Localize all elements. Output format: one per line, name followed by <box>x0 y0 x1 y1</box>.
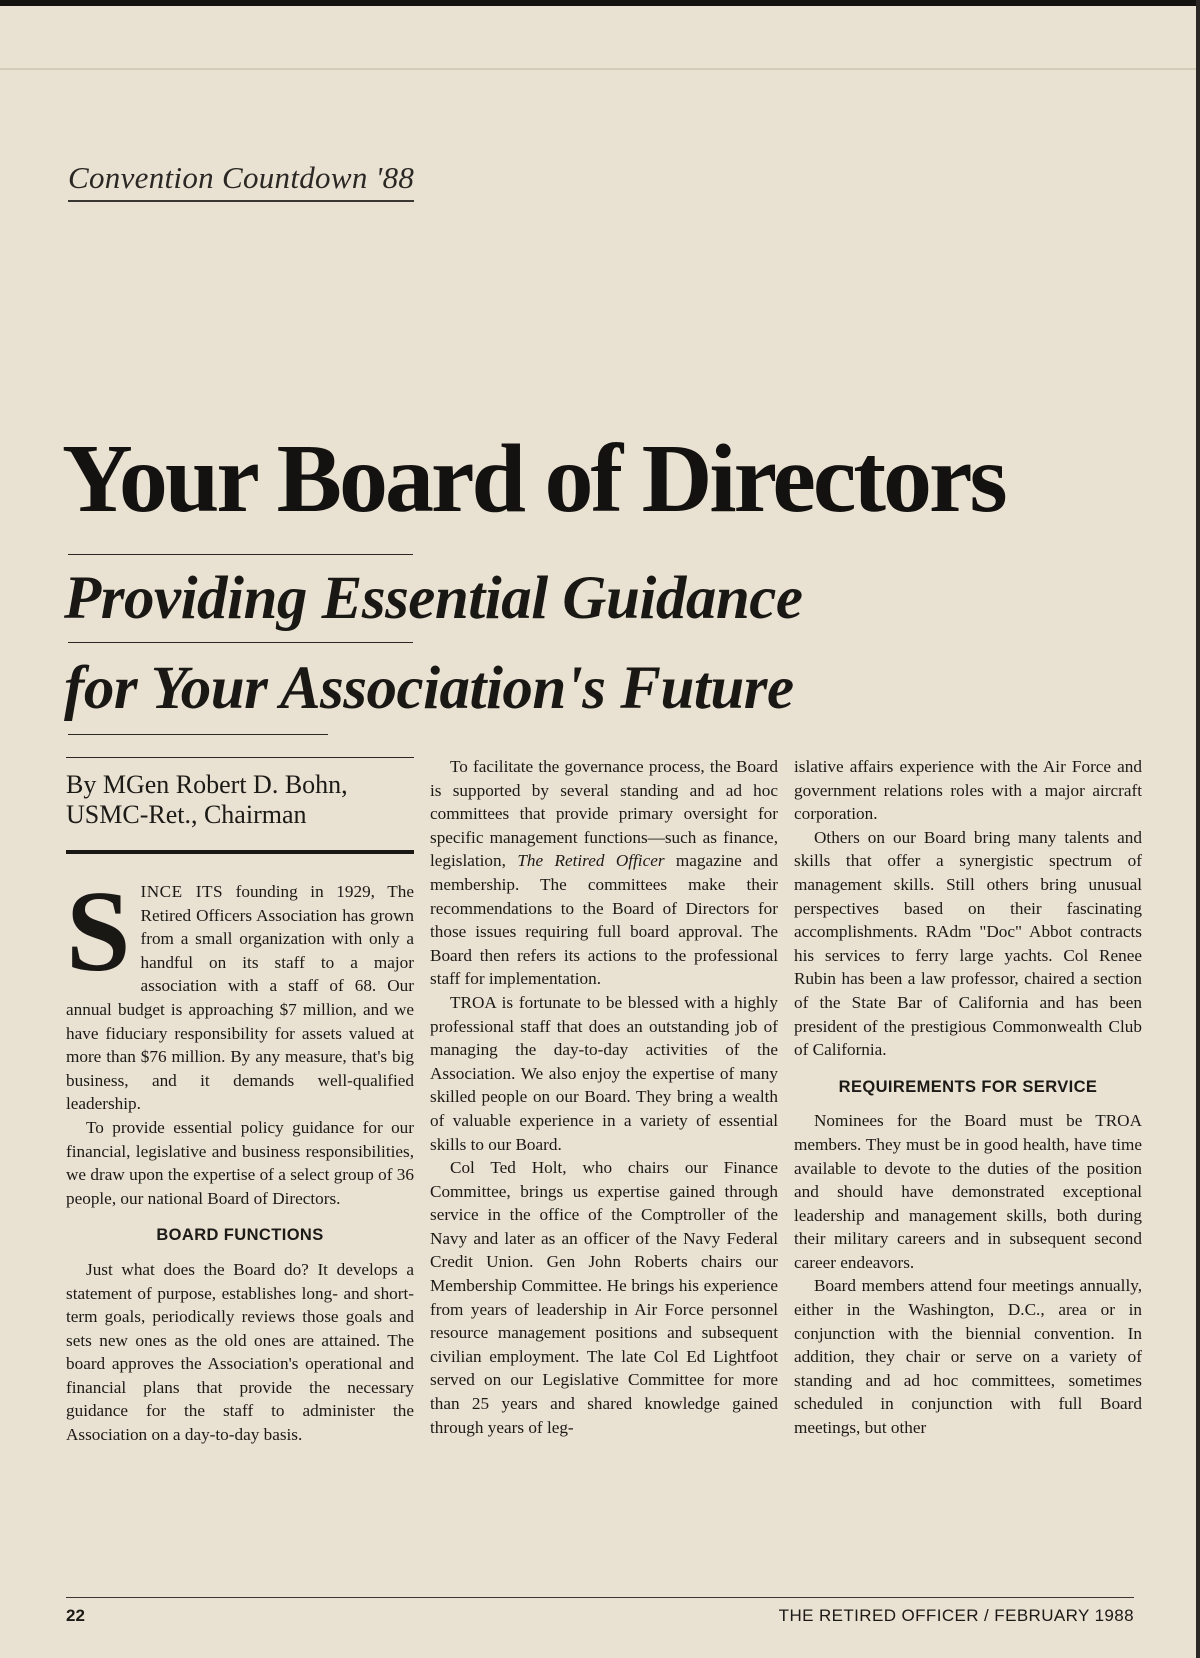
page-edge <box>1196 0 1200 1658</box>
paragraph-4-text-b: magazine and membership. The committees make their recommendations to the Board of Directors for those issues requiring full board approval. The Board then refers its actions to the professional staff for implementation. <box>430 851 778 989</box>
intro-caps: INCE ITS <box>140 882 224 901</box>
paragraph-4-text-a: To facilitate the governance process, the Board is supported by several standing and ad hoc committees that provide primary oversight for specific management functions—such as finance, legislation, <box>430 757 778 871</box>
drop-cap: S <box>66 868 131 996</box>
column-1 <box>66 757 414 1447</box>
byline <box>66 770 414 830</box>
paragraph-7: Others on our Board bring many talents and skills that offer a synergistic spectrum of management skills. Still others bring unusual perspectives based on their fascinating accomplishments. RAdm "Doc" Abbot contracts his services to ferry large yachts. Col Renee Rubin has been a law professor, chaired a section of the State Bar of California and has been president of the prestigious Commonwealth Club of California. <box>794 827 1142 1060</box>
byline-line-2: USMC-Ret., Chairman <box>66 800 307 829</box>
subhead-line-1: Providing Essential Guidance <box>64 565 803 632</box>
kicker: Convention Countdown '88 <box>68 160 414 202</box>
byline-rule <box>66 757 414 758</box>
subhead-rule-2 <box>68 734 328 735</box>
column-2 <box>430 755 778 1439</box>
page-number: 22 <box>66 1606 85 1625</box>
magazine-title: The Retired Officer <box>517 851 665 871</box>
paragraph-2: To provide essential policy guidance for our financial, legislative and business responsibilities, we draw upon the expertise of a select group of 36 people, our national Board of Directors. <box>66 1117 414 1208</box>
section-heading-board-functions: BOARD FUNCTIONS <box>156 1226 324 1245</box>
paragraph-4 <box>430 755 778 991</box>
running-footer: THE RETIRED OFFICER / FEBRUARY 1988 <box>778 1606 1134 1625</box>
paragraph-6-continued: islative affairs experience with the Air Force and government relations roles with a major aircraft corporation. <box>794 757 1142 824</box>
top-border <box>0 0 1200 6</box>
column-3 <box>794 755 1142 1440</box>
headline-rule <box>68 554 413 555</box>
byline-line-1: By MGen Robert D. Bohn, <box>66 770 348 799</box>
intro-text: founding in 1929, The Retired Officers Association has grown from a small organization with only a handful on its staff to a major association with a staff of 68. Our annual budget is approaching $7 million, and we have fiduciary responsibility for assets valued at more than $76 million. By any measure, that's big business, and it demands well-qualified leadership. <box>66 882 414 1114</box>
paragraph-9: Board members attend four meetings annually, either in the Washington, D.C., area or in conjunction with the biennial convention. In addition, they chair or serve on a variety of standing and ad hoc committees, sometimes scheduled in conjunction with full Board meetings, but other <box>794 1276 1142 1438</box>
subhead-line-2: for Your Association's Future <box>64 655 794 722</box>
subhead-rule <box>68 642 413 643</box>
headline: Your Board of Directors <box>62 425 1005 533</box>
intro-paragraph <box>66 868 414 1116</box>
header-rule <box>0 68 1200 70</box>
byline-rule-thick <box>66 850 414 854</box>
footer-rule <box>66 1597 1134 1598</box>
section-heading-requirements: REQUIREMENTS FOR SERVICE <box>838 1077 1098 1096</box>
paragraph-5: TROA is fortunate to be blessed with a highly professional staff that does an outstanding job of managing the day-to-day activities of the Association. We also enjoy the expertise of many skilled people on our Board. They bring a wealth of valuable experience in a variety of essential skills to our Board. <box>430 992 778 1154</box>
paragraph-8: Nominees for the Board must be TROA members. They must be in good health, have time available to devote to the duties of the position and should have demonstrated exceptional leadership and management skills, both during their military careers and in subsequent second career endeavors. <box>794 1111 1142 1272</box>
paragraph-3: Just what does the Board do? It develops a statement of purpose, establishes long- and short-term goals, periodically reviews those goals and sets new ones as the old ones are attained. The board approves the Association's operational and financial plans that provide the necessary guidance for the staff to administer the Association on a day-to-day basis. <box>66 1259 414 1445</box>
paragraph-6: Col Ted Holt, who chairs our Finance Committee, brings us expertise gained through service in the office of the Comptroller of the Navy and later as an officer of the Navy Federal Credit Union. Gen John Roberts chairs our Membership Committee. He brings his experience from years of leadership in Air Force personnel resource management positions and subsequent civilian employment. The late Col Ed Lightfoot served on our Legislative Committee for more than 25 years and shared knowledge gained through years of leg- <box>430 1158 778 1437</box>
